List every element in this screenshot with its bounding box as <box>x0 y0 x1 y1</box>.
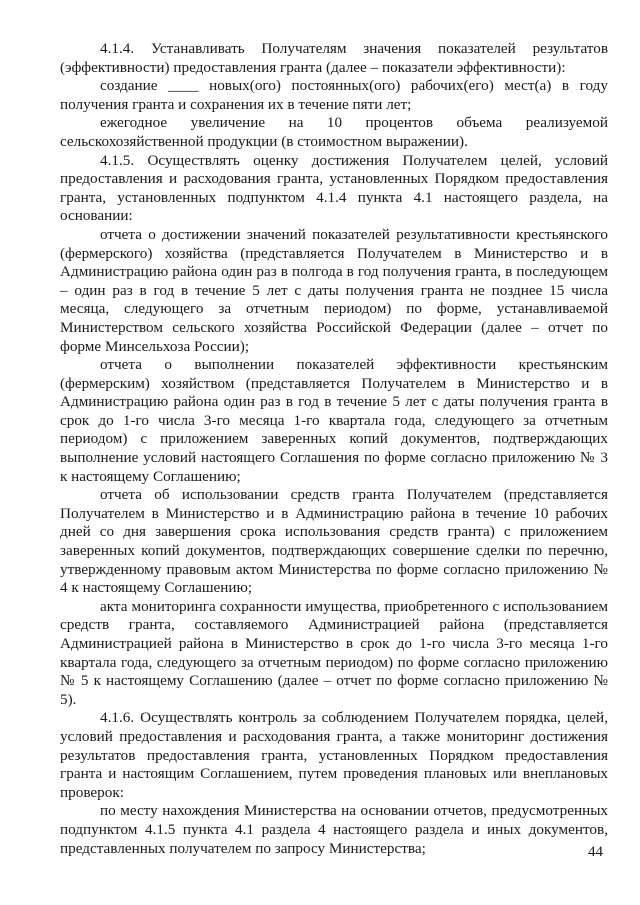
paragraph-4-1-5: 4.1.5. Осуществлять оценку достижения Получателем целей, условий предоставления и расходования гранта, установленных Порядком предоставления гранта, установленных подпунктом 4.1.4 пункта 4.1 настоящего раздела, на основании: <box>60 151 608 225</box>
paragraph-jobs-creation: создание ____ новых(ого) постоянных(ого) рабочих(его) мест(а) в году получения гранта и сохранения их в течение пяти лет; <box>60 77 608 113</box>
page-number: 44 <box>588 844 603 860</box>
paragraph-monitoring-act: акта мониторинга сохранности имущества, приобретенного с использованием средств гранта, составляемого Администрацией района (представляется Администрацией района в Министерство в срок до 1-го числа 3-го месяца 1-го квартала года, следующего за отчетным периодом) по форме согласно приложению № 5 к настоящему Соглашению (далее – отчет по форме согласно приложению № 5). <box>60 597 608 708</box>
paragraph-grant-usage-report: отчета об использовании средств гранта Получателем (представляется Получателем в Министерство и в Администрацию района в течение 10 рабочих дней со дня завершения срока использования средств гранта) с приложением заверенных копий документов, подтверждающих совершение сделки по перечню, утвержденному правовым актом Министерства по форме согласно приложению № 4 к настоящему Соглашению; <box>60 486 608 597</box>
paragraph-annual-increase: ежегодное увеличение на 10 процентов объема реализуемой сельскохозяйственной продукции (в стоимостном выражении). <box>60 114 608 150</box>
paragraph-ministry-location: по месту нахождения Министерства на основании отчетов, предусмотренных подпунктом 4.1.5 пункта 4.1 раздела 4 настоящего раздела и иных документов, представленных получателем по запросу Министерства; <box>60 802 608 857</box>
document-page <box>60 40 608 858</box>
paragraph-results-report: отчета о достижении значений показателей результативности крестьянского (фермерского) хозяйства (представляется Получателем в Министерство и в Администрацию района один раз в полгода в год получения гранта, в последующем – один раз в год в течение 5 лет с даты получения гранта не позднее 15 числа месяца, следующего за отчетным периодом) по форме, устанавливаемой Министерством сельского хозяйства Российской Федерации (далее – отчет по форме Минсельхоза России); <box>60 225 608 355</box>
paragraph-4-1-4: 4.1.4. Устанавливать Получателям значения показателей результатов (эффективности) предоставления гранта (далее – показатели эффективности): <box>60 40 608 76</box>
paragraph-4-1-6: 4.1.6. Осуществлять контроль за соблюдением Получателем порядка, целей, условий предоставления и расходования гранта, а также мониторинг достижения результатов предоставления гранта, установленных Порядком предоставления гранта и настоящим Соглашением, путем проведения плановых или внеплановых проверок: <box>60 709 608 801</box>
paragraph-efficiency-report: отчета о выполнении показателей эффективности крестьянским (фермерским) хозяйством (представляется Получателем в Министерство и в Администрацию района один раз в год в течение 5 лет с даты получения гранта в срок до 1-го числа 3-го месяца 1-го квартала года, следующего за отчетным периодом) с приложением заверенных копий документов, подтверждающих выполнение условий настоящего Соглашения по форме согласно приложению № 3 к настоящему Соглашению; <box>60 356 608 485</box>
